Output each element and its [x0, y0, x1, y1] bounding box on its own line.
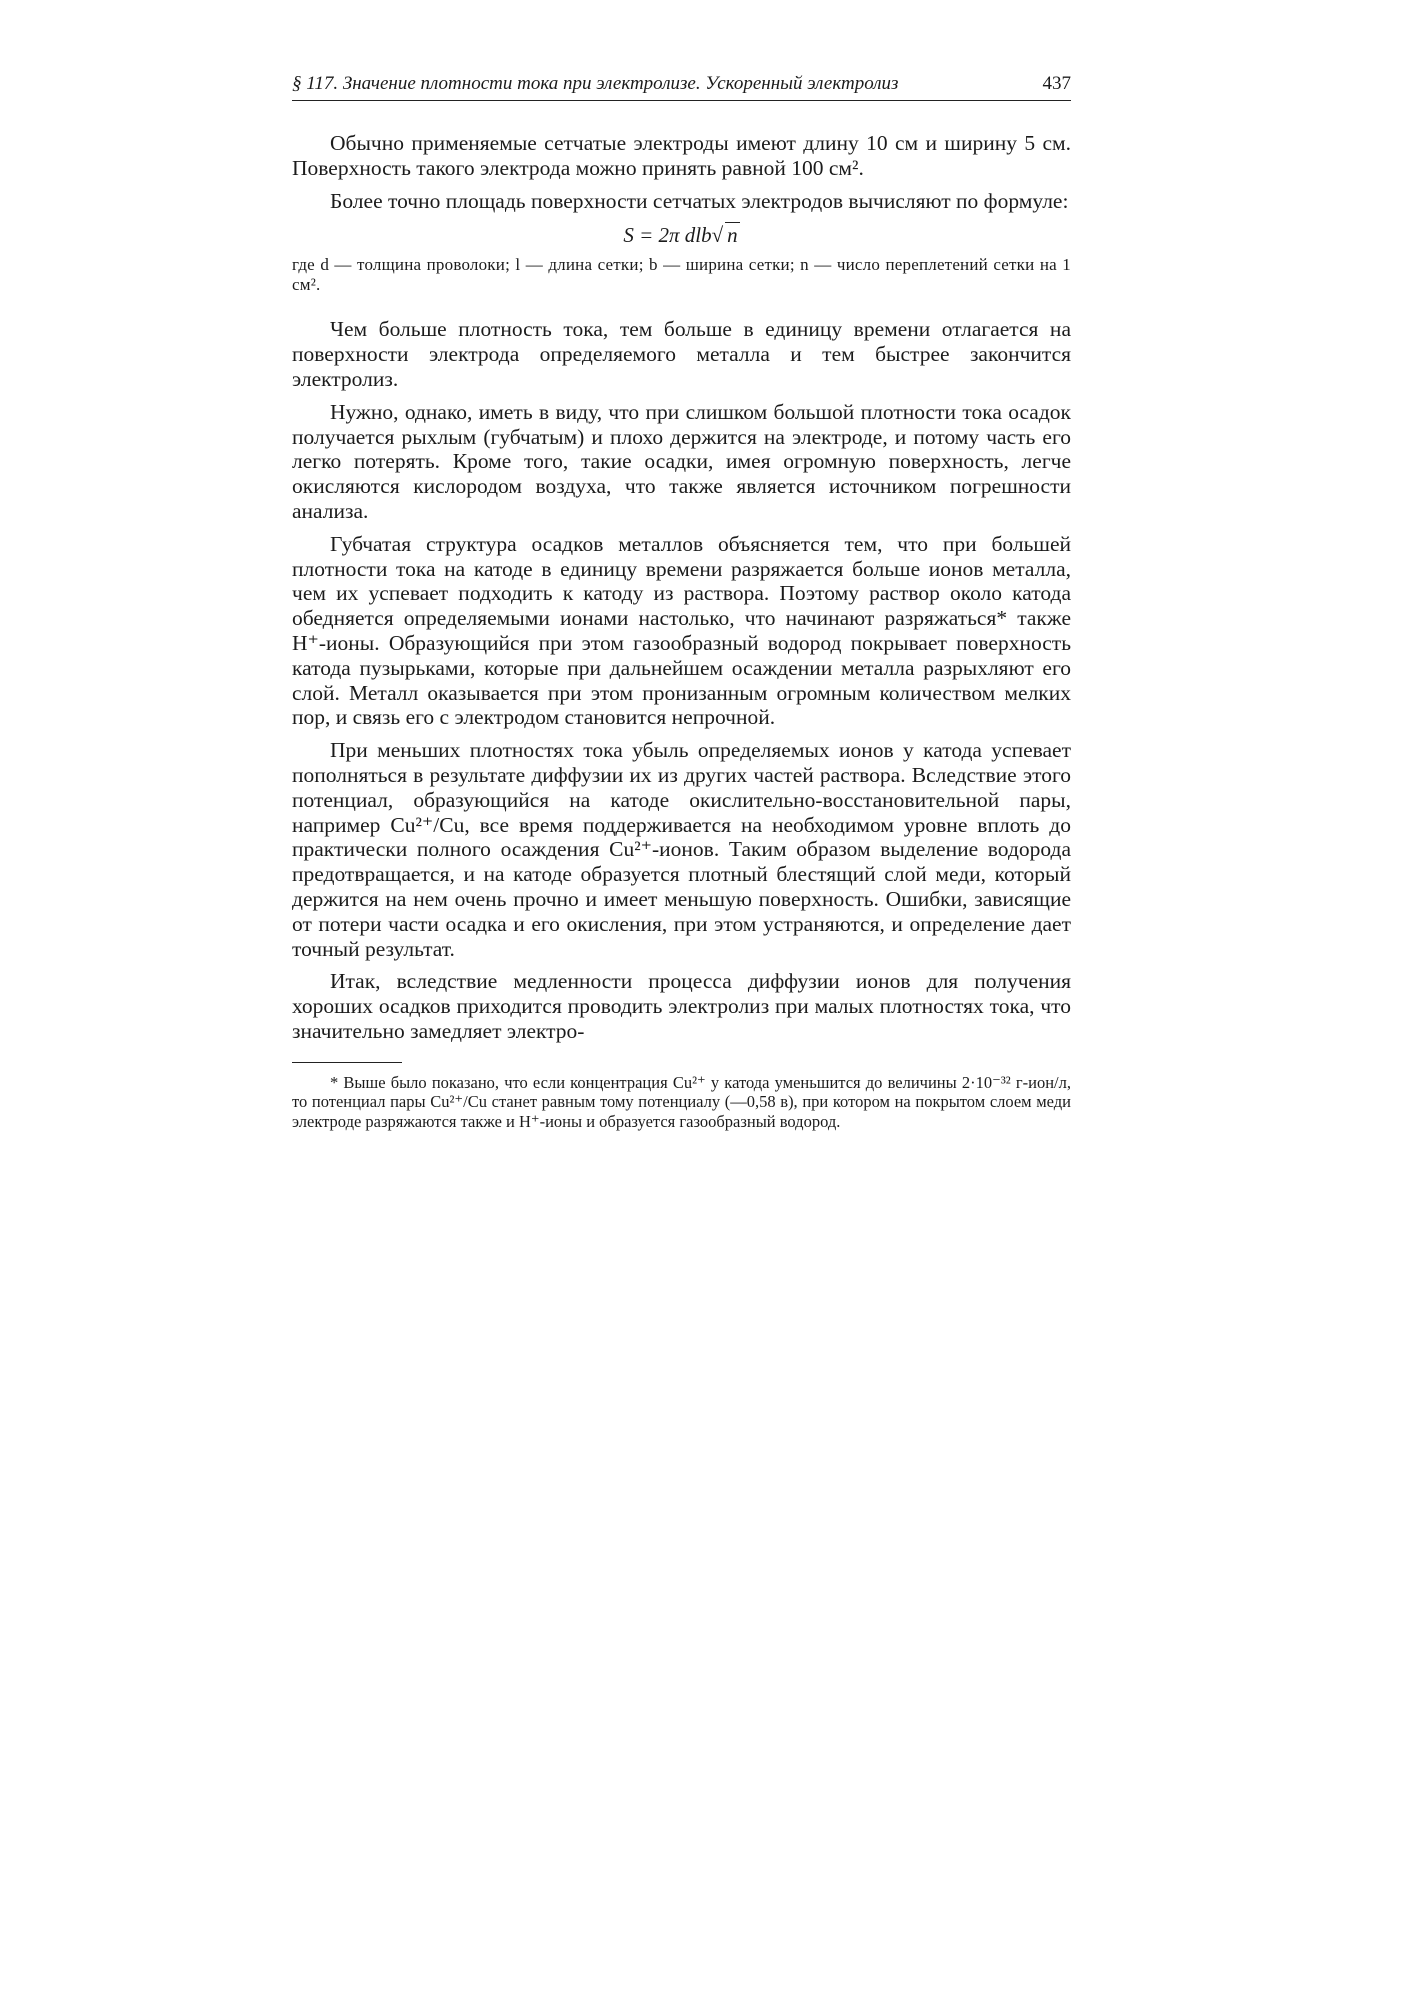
formula-legend: где d — толщина проволоки; l — длина сетки; b — ширина сетки; n — число переплетений сетки на 1 см². — [292, 255, 1071, 295]
page-number: 437 — [1042, 73, 1071, 94]
paragraph-low-density: При меньших плотностях тока убыль определяемых ионов у катода успевает пополняться в результате диффузии их из других частей раствора. Вследствие этого потенциал, образующийся на катоде окислительно-восстановительной пары, например Cu²⁺/Cu, все время поддерживается на необходимом уровне вплоть до практически полного осаждения Cu²⁺-ионов. Таким образом выделение водорода предотвращается, и на катоде образуется плотный блестящий слой меди, который держится на нем очень прочно и имеет меньшую поверхность. Ошибки, зависящие от потери части осадка и его окисления, при этом устраняются, и определение дает точный результат. — [292, 738, 1071, 961]
paragraph-conclusion: Итак, вследствие медленности процесса диффузии ионов для получения хороших осадков приходится проводить электролиз при малых плотностях тока, что значительно замедляет электро- — [292, 969, 1071, 1043]
running-header — [292, 72, 1071, 101]
surface-formula — [292, 221, 1071, 249]
formula-left: S = 2π dlb — [623, 223, 712, 248]
paragraph-spongy-deposit: Нужно, однако, иметь в виду, что при слишком большой плотности тока осадок получается рыхлым (губчатым) и плохо держится на электроде, и потому часть его легко потерять. Кроме того, такие осадки, имея огромную поверхность, легче окисляются кислородом воздуха, что также является источником погрешности анализа. — [292, 399, 1071, 523]
paragraph-electrode-size: Обычно применяемые сетчатые электроды имеют длину 10 см и ширину 5 см. Поверхность такого электрода можно принять равной 100 см². — [292, 131, 1071, 180]
footnote: * Выше было показано, что если концентрация Cu²⁺ у катода уменьшится до величины 2·10⁻³² г-ион/л, то потенциал пары Cu²⁺/Cu станет равным тому потенциалу (—0,58 в), при котором на покрытом слоем меди электроде разряжаются также и H⁺-ионы и образуется газообразный водород. — [292, 1072, 1071, 1131]
book-page — [292, 72, 1071, 1131]
footnote-divider — [292, 1062, 402, 1063]
sqrt-icon: √ — [711, 223, 724, 248]
main-text — [292, 131, 1071, 1044]
section-title: § 117. Значение плотности тока при электролизе. Ускоренный электролиз — [292, 73, 899, 94]
formula-radicand: n — [727, 223, 738, 248]
paragraph-current-density: Чем больше плотность тока, тем больше в единицу времени отлагается на поверхности электрода определяемого металла и тем быстрее закончится электролиз. — [292, 317, 1071, 391]
paragraph-spongy-structure: Губчатая структура осадков металлов объясняется тем, что при большей плотности тока на катоде в единицу времени разряжается больше ионов металла, чем их успевает подходить к катоду из раствора. Поэтому раствор около катода обедняется определяемыми ионами настолько, что начинают разряжаться* также H⁺-ионы. Образующийся при этом газообразный водород покрывает поверхность катода пузырьками, которые при дальнейшем осаждении металла разрыхляют его слой. Металл оказывается при этом пронизанным огромным количеством мелких пор, и связь его с электродом становится непрочной. — [292, 531, 1071, 730]
paragraph-formula-intro: Более точно площадь поверхности сетчатых электродов вычисляют по формуле: — [330, 188, 1069, 213]
